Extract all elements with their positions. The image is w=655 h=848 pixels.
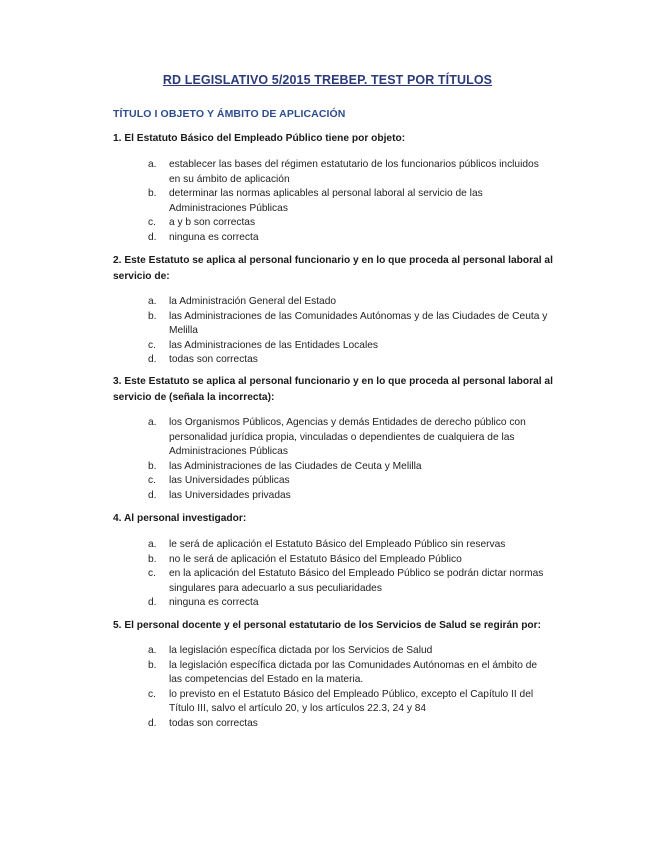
option-letter: c. — [148, 339, 156, 351]
option-text: le será de aplicación el Estatuto Básico del Empleado Público sin reservas — [169, 539, 506, 550]
option-letter: a. — [148, 539, 157, 550]
option-3b — [0, 460, 655, 475]
question-4: 4. Al personal investigador: — [113, 513, 247, 524]
option-text: no le será de aplicación el Estatuto Básico del Empleado Público — [169, 553, 462, 565]
option-3a — [0, 416, 655, 460]
option-4a — [0, 538, 655, 553]
option-3c — [0, 474, 655, 489]
option-text: la Administración General del Estado — [169, 296, 337, 307]
option-text: todas son correctas — [169, 354, 258, 366]
option-letter: d. — [148, 354, 157, 366]
option-2d — [0, 353, 655, 368]
option-5b — [0, 659, 655, 688]
option-text: la legislación específica dictada por las Comunidades Autónomas en el ámbito de las competencias del Estado en la materia. — [169, 659, 538, 686]
question-4-options — [0, 538, 655, 611]
option-3d — [0, 489, 655, 504]
option-text: las Administraciones de las Entidades Locales — [169, 339, 378, 351]
question-3: 3. Este Estatuto se aplica al personal funcionario y en lo que proceda al personal laboral al servicio de (señala la incorrecta): — [113, 376, 553, 403]
question-3-options — [0, 416, 655, 504]
option-text: la legislación específica dictada por los Servicios de Salud — [169, 645, 433, 656]
option-letter: a. — [148, 159, 157, 170]
option-letter: b. — [148, 188, 157, 200]
question-2: 2. Este Estatuto se aplica al personal funcionario y en lo que proceda al personal laboral al servicio de: — [113, 255, 553, 282]
option-text: las Administraciones de las Comunidades Autónomas y de las Ciudades de Ceuta y Melilla — [169, 310, 548, 337]
option-letter: b. — [148, 659, 157, 671]
option-4c — [0, 567, 655, 596]
option-letter: c. — [148, 568, 156, 580]
option-1a — [0, 158, 655, 187]
document-title: RD LEGISLATIVO 5/2015 TREBEP. TEST POR TÍTULOS — [162, 73, 493, 87]
option-text: lo previsto en el Estatuto Básico del Empleado Público, excepto el Capítulo II del Título III, salvo el artículo 20, y los artículos 22.3, 24 y 84 — [169, 688, 534, 715]
question-5: 5. El personal docente y el personal estatutario de los Servicios de Salud se regirán por: — [113, 620, 542, 631]
option-4b — [0, 553, 655, 568]
option-2b — [0, 310, 655, 339]
option-letter: b. — [148, 310, 157, 322]
option-text: ninguna es correcta — [169, 231, 259, 243]
option-text: todas son correctas — [169, 717, 258, 729]
option-5a — [0, 644, 655, 659]
option-letter: b. — [148, 553, 157, 565]
option-4d — [0, 596, 655, 611]
option-1d — [0, 231, 655, 246]
option-1c — [0, 216, 655, 231]
option-text: determinar las normas aplicables al personal laboral al servicio de las Administraciones Públicas — [169, 188, 483, 214]
question-1: 1. El Estatuto Básico del Empleado Público tiene por objeto: — [113, 133, 406, 144]
question-2-options — [0, 295, 655, 368]
option-letter: d. — [148, 597, 157, 609]
option-letter: b. — [148, 460, 157, 472]
option-letter: c. — [148, 475, 156, 487]
option-text: ninguna es correcta — [169, 597, 259, 609]
option-text: las Universidades privadas — [169, 489, 291, 501]
option-1b — [0, 187, 655, 216]
option-letter: a. — [148, 296, 157, 307]
option-letter: d. — [148, 489, 157, 501]
option-2a — [0, 295, 655, 310]
option-letter: c. — [148, 217, 156, 229]
option-letter: a. — [148, 645, 157, 656]
option-text: en la aplicación del Estatuto Básico del Empleado Público se podrán dictar normas singulares para adecuarlo a sus peculiaridades — [169, 568, 544, 594]
question-1-options — [0, 158, 655, 246]
option-5d — [0, 717, 655, 732]
section-title: TÍTULO I OBJETO Y ÁMBITO DE APLICACIÓN — [113, 108, 346, 120]
option-5c — [0, 688, 655, 717]
option-text: las Universidades públicas — [169, 475, 290, 487]
option-text: las Administraciones de las Ciudades de Ceuta y Melilla — [169, 460, 422, 472]
option-letter: d. — [148, 717, 157, 729]
option-text: los Organismos Públicos, Agencias y demás Entidades de derecho público con personalidad jurídica propia, vinculadas o dependientes de cualquiera de las Administraciones Públicas — [169, 417, 526, 458]
option-text: a y b son correctas — [169, 217, 256, 229]
question-5-options — [0, 644, 655, 732]
option-letter: d. — [148, 231, 157, 243]
option-text: establecer las bases del régimen estatutario de los funcionarios públicos incluidos en su ámbito de aplicación — [169, 159, 539, 185]
option-letter: c. — [148, 688, 156, 700]
option-letter: a. — [148, 417, 157, 428]
option-2c — [0, 339, 655, 354]
